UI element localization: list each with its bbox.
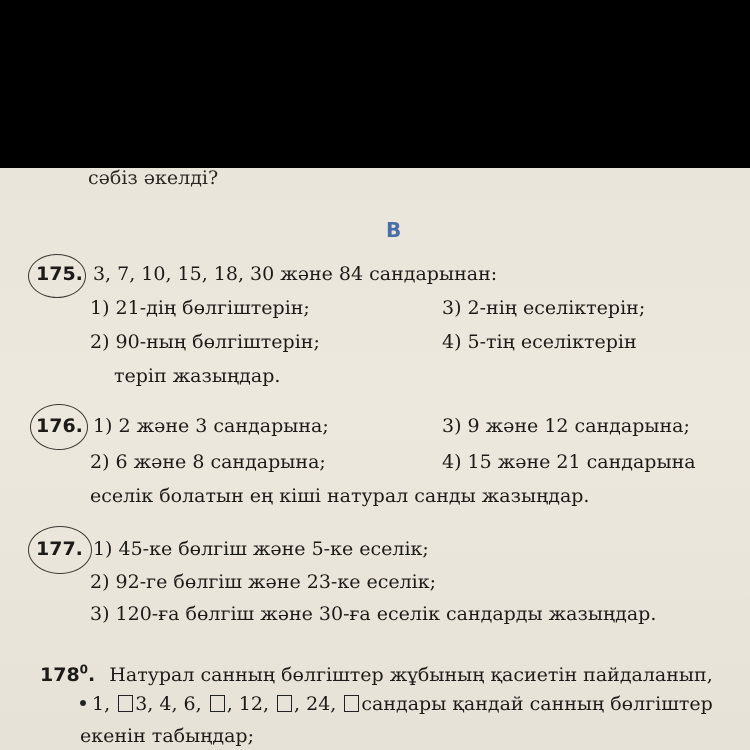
- problem-175-item-2: 2) 90-ның бөлгіштерін;: [90, 331, 320, 353]
- section-letter: В: [386, 218, 402, 242]
- textbook-page: [0, 168, 750, 750]
- problem-175-header: [36, 262, 497, 286]
- problem-176-outro: еселік болатын ең кіші натурал санды жазыңдар.: [90, 485, 590, 507]
- bullet-icon: [80, 700, 86, 706]
- problem-177-item-2: 2) 92-ге бөлгіш және 23-ке еселік;: [90, 571, 437, 593]
- empty-box-icon: [210, 695, 225, 712]
- problem-176-item-1: 1) 2 және 3 сандарына;: [92, 415, 329, 437]
- problem-178-outro: екенін табыңдар;: [80, 725, 254, 747]
- empty-box-icon: [344, 695, 359, 712]
- problem-175-outro: теріп жазыңдар.: [114, 365, 281, 387]
- empty-box-icon: [118, 695, 133, 712]
- problem-175-item-4: 4) 5-тің еселіктерін: [442, 331, 637, 353]
- problem-176-item-2: 2) 6 және 8 сандарына;: [90, 451, 326, 473]
- problem-176-item-3: 3) 9 және 12 сандарына;: [442, 415, 690, 437]
- problem-175-item-3: 3) 2-нің еселіктерін;: [442, 297, 646, 319]
- problem-intro: Натурал санның бөлгіштер жұбының қасиетін пайдаланып,: [109, 664, 713, 687]
- problem-177-item-3: 3) 120-ға бөлгіш және 30-ға еселік сандарды жазыңдар.: [90, 603, 657, 625]
- problem-176-item-4: 4) 15 және 21 сандарына: [442, 451, 696, 473]
- problem-number: 177.: [36, 538, 83, 560]
- problem-178-header: [40, 658, 713, 687]
- empty-box-icon: [277, 695, 292, 712]
- problem-178-sequence: 1, 3, 4, 6, , 12, , 24, сандары қандай санның бөлгіштер: [80, 692, 713, 716]
- problem-number: 175.: [36, 263, 83, 285]
- problem-175-item-1: 1) 21-дің бөлгіштерін;: [90, 297, 310, 319]
- problem-177-item-1: 1) 45-ке бөлгіш және 5-ке еселік;: [92, 538, 429, 560]
- problem-number: $178^0$.: [40, 663, 96, 687]
- problem-intro: 3, 7, 10, 15, 18, 30 және 84 сандарынан:: [92, 263, 498, 285]
- problem-number: 176.: [36, 415, 83, 437]
- problem-177-line-1: [36, 537, 429, 561]
- problem-176-line-1: [36, 414, 329, 438]
- cut-off-top-line: сәбіз әкелді?: [88, 168, 219, 189]
